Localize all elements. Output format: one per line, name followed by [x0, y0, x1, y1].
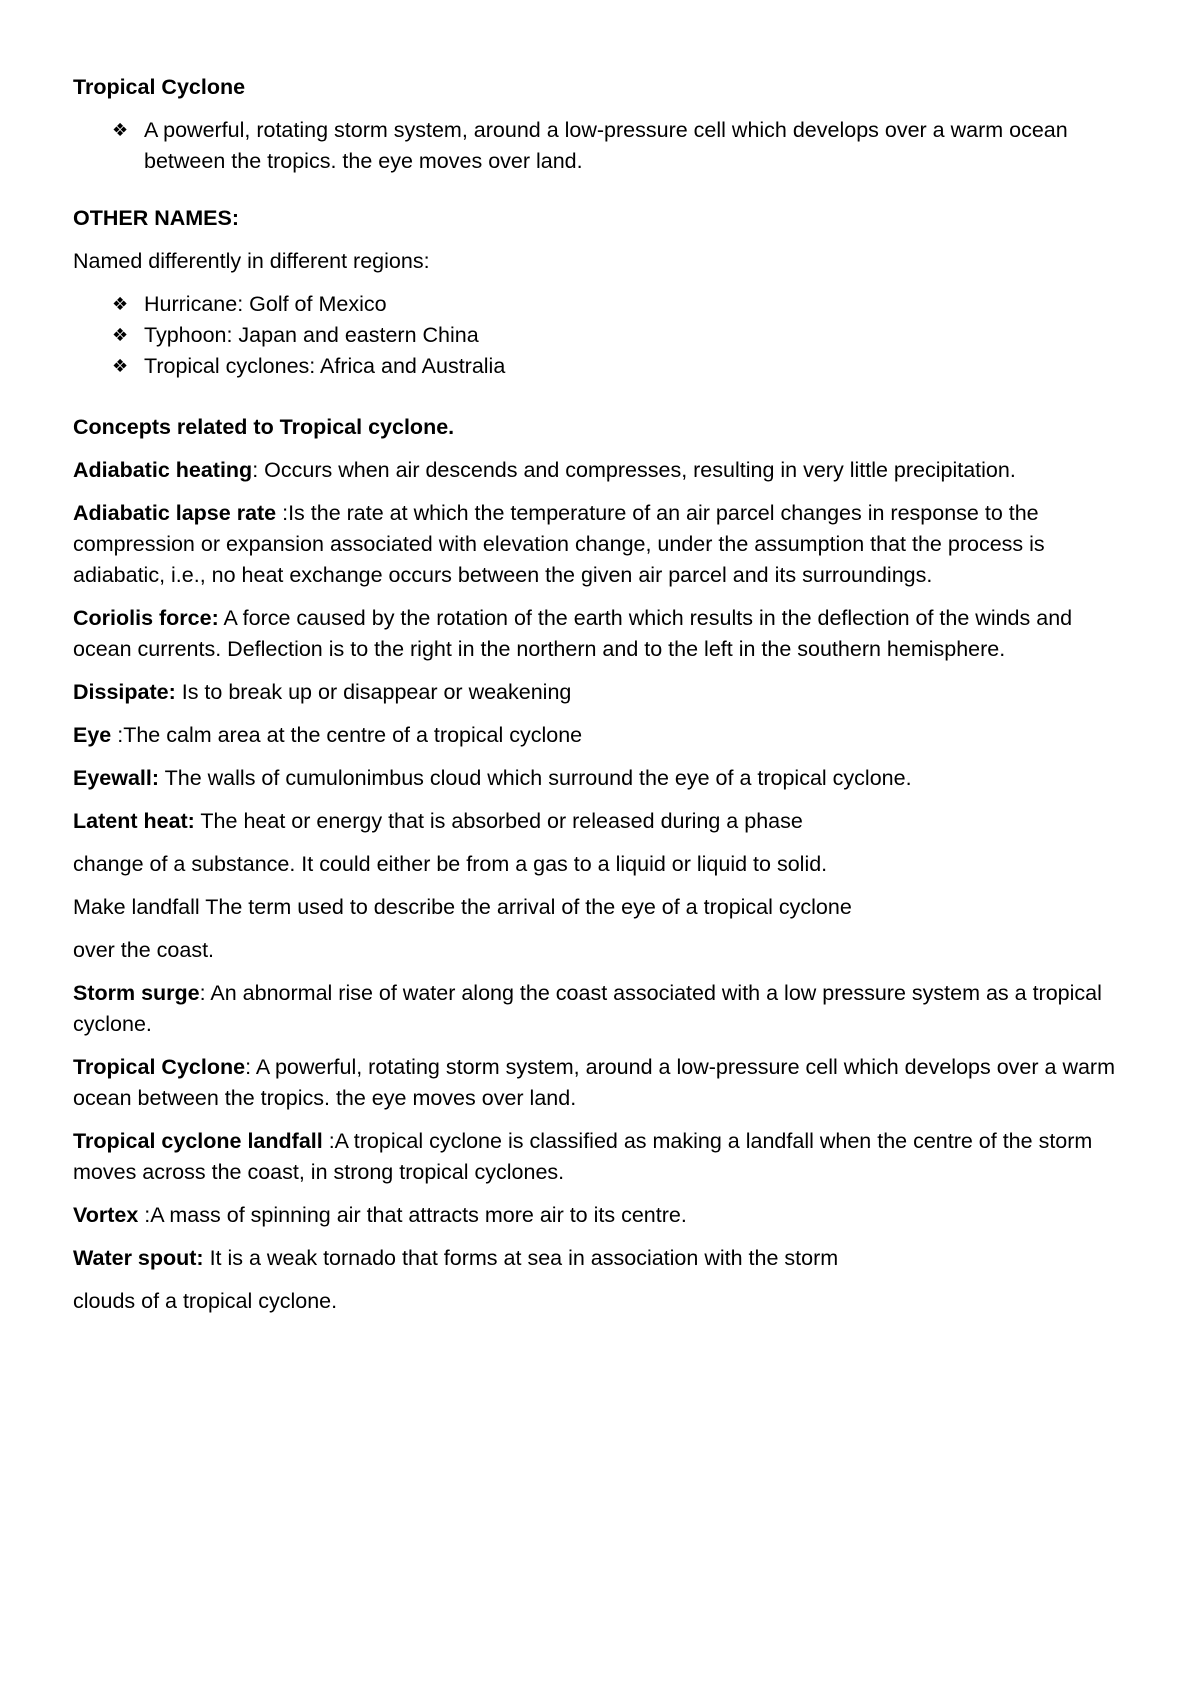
- concept-text: :A mass of spinning air that attracts more air to its centre.: [138, 1203, 687, 1227]
- bullet-text: A powerful, rotating storm system, around a low-pressure cell which develops over a warm ocean between the tropics. the eye moves over land.: [144, 118, 1068, 173]
- other-names-heading: OTHER NAMES:: [73, 206, 240, 230]
- document-title: Tropical Cyclone: [73, 75, 246, 99]
- concept-entry: [73, 892, 1128, 923]
- concept-text: Is to break up or disappear or weakening: [175, 680, 572, 704]
- diamond-bullet-icon: ❖: [112, 294, 129, 315]
- concept-entry: [73, 1200, 1128, 1231]
- concept-text: over the coast.: [73, 938, 215, 962]
- concepts-heading: Concepts related to Tropical cyclone.: [73, 415, 455, 439]
- concept-text: change of a substance. It could either be from a gas to a liquid or liquid to solid.: [73, 852, 828, 876]
- concept-text: :A tropical cyclone is classified as making a landfall when the centre of the storm moves across the coast, in strong tropical cyclones.: [73, 1129, 1093, 1184]
- concept-term: Latent heat:: [73, 809, 195, 833]
- concepts-list: [73, 455, 1128, 1317]
- concept-text: : Occurs when air descends and compresses, resulting in very little precipitation.: [252, 458, 1016, 482]
- concept-text: The walls of cumulonimbus cloud which surround the eye of a tropical cyclone.: [159, 766, 912, 790]
- list-item: [112, 320, 1128, 351]
- concept-term: Eyewall:: [73, 766, 160, 790]
- other-names-list: [73, 289, 1128, 382]
- concept-entry: [73, 1286, 1128, 1317]
- concept-text: clouds of a tropical cyclone.: [73, 1289, 338, 1313]
- concept-entry: [73, 720, 1128, 751]
- concept-entry: [73, 978, 1128, 1040]
- concept-entry: [73, 849, 1128, 880]
- concept-term: Adiabatic lapse rate: [73, 501, 277, 525]
- concept-text: The heat or energy that is absorbed or released during a phase: [194, 809, 803, 833]
- concept-term: Adiabatic heating: [73, 458, 253, 482]
- concept-term: Storm surge: [73, 981, 200, 1005]
- bullet-text: Tropical cyclones: Africa and Australia: [144, 354, 506, 378]
- concept-entry: [73, 498, 1128, 591]
- concept-term: Tropical cyclone landfall: [73, 1129, 323, 1153]
- concept-text: : An abnormal rise of water along the coast associated with a low pressure system as a tropical cyclone.: [73, 981, 1102, 1036]
- list-item: [112, 351, 1128, 382]
- concept-term: Coriolis force:: [73, 606, 219, 630]
- concept-term: Water spout:: [73, 1246, 204, 1270]
- concept-text: It is a weak tornado that forms at sea in association with the storm: [203, 1246, 839, 1270]
- diamond-bullet-icon: ❖: [112, 356, 129, 377]
- concept-term: Eye: [73, 723, 112, 747]
- concept-entry: [73, 763, 1128, 794]
- concept-text: : A powerful, rotating storm system, around a low-pressure cell which develops over a warm ocean between the tropics. the eye moves over land.: [73, 1055, 1115, 1110]
- bullet-text: Typhoon: Japan and eastern China: [144, 323, 479, 347]
- list-item: [112, 289, 1128, 320]
- concept-term: Tropical Cyclone: [73, 1055, 246, 1079]
- concept-entry: [73, 1052, 1128, 1114]
- diamond-bullet-icon: ❖: [112, 325, 129, 346]
- diamond-bullet-icon: ❖: [112, 120, 129, 141]
- concept-entry: [73, 677, 1128, 708]
- concept-entry: [73, 455, 1128, 486]
- concept-text: :The calm area at the centre of a tropical cyclone: [111, 723, 583, 747]
- concept-text: A force caused by the rotation of the earth which results in the deflection of the winds and ocean currents. Deflection is to the right in the northern and to the left in the southern hemisphere.: [73, 606, 1073, 661]
- concept-entry: [73, 603, 1128, 665]
- other-names-intro: Named differently in different regions:: [73, 249, 430, 273]
- concept-entry: [73, 806, 1128, 837]
- bullet-text: Hurricane: Golf of Mexico: [144, 292, 387, 316]
- concept-term: Vortex: [73, 1203, 139, 1227]
- concept-term: Dissipate:: [73, 680, 176, 704]
- list-item: [112, 115, 1128, 177]
- intro-bullet-list: [73, 115, 1128, 177]
- concept-entry: [73, 1243, 1128, 1274]
- concept-entry: [73, 1126, 1128, 1188]
- concept-entry: [73, 935, 1128, 966]
- concept-text: Make landfall The term used to describe the arrival of the eye of a tropical cyclone: [73, 895, 852, 919]
- concept-text: :Is the rate at which the temperature of an air parcel changes in response to the compression or expansion associated with elevation change, under the assumption that the process is adiabatic, i.e., no heat exchange occurs between the given air parcel and its surroundings.: [73, 501, 1045, 587]
